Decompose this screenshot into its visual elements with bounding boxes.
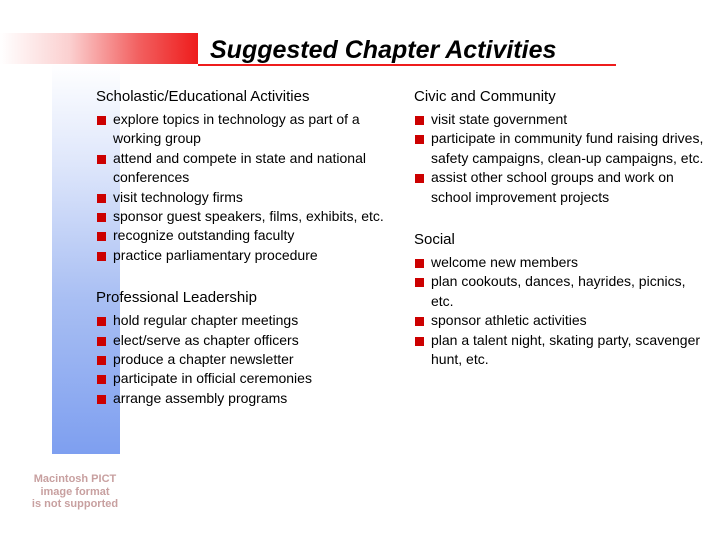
list-item: hold regular chapter meetings — [96, 311, 386, 330]
social-list — [414, 253, 704, 369]
square-bullet-icon — [415, 135, 424, 144]
title-accent-bar — [0, 33, 198, 64]
right-column — [414, 88, 704, 369]
square-bullet-icon — [97, 337, 106, 346]
pict-placeholder: Macintosh PICT image format is not supported — [31, 473, 119, 510]
scholastic-list — [96, 110, 386, 265]
list-item: produce a chapter newsletter — [96, 350, 386, 369]
slide-title: Suggested Chapter Activities — [210, 36, 557, 64]
left-column — [96, 88, 386, 408]
square-bullet-icon — [97, 375, 106, 384]
list-item: sponsor athletic activities — [414, 311, 704, 330]
list-item: recognize outstanding faculty — [96, 226, 386, 245]
civic-list — [414, 110, 704, 207]
list-item: assist other school groups and work on school improvement projects — [414, 168, 704, 207]
list-item: elect/serve as chapter officers — [96, 331, 386, 350]
list-item: plan a talent night, skating party, scavenger hunt, etc. — [414, 331, 704, 370]
list-item: welcome new members — [414, 253, 704, 272]
list-item: sponsor guest speakers, films, exhibits, etc. — [96, 207, 386, 226]
list-item: arrange assembly programs — [96, 389, 386, 408]
square-bullet-icon — [97, 194, 106, 203]
list-item: plan cookouts, dances, hayrides, picnics, etc. — [414, 272, 704, 311]
square-bullet-icon — [97, 356, 106, 365]
section-title-leadership: Professional Leadership — [96, 289, 257, 307]
square-bullet-icon — [97, 317, 106, 326]
list-item: attend and compete in state and national conferences — [96, 149, 386, 188]
square-bullet-icon — [415, 259, 424, 268]
square-bullet-icon — [97, 213, 106, 222]
list-item: explore topics in technology as part of a working group — [96, 110, 386, 149]
square-bullet-icon — [415, 278, 424, 287]
list-item: practice parliamentary procedure — [96, 246, 386, 265]
list-item: visit technology firms — [96, 188, 386, 207]
list-item: participate in community fund raising drives, safety campaigns, clean-up campaigns, etc. — [414, 129, 704, 168]
leadership-list — [96, 311, 386, 408]
list-item: participate in official ceremonies — [96, 369, 386, 388]
list-item: visit state government — [414, 110, 704, 129]
square-bullet-icon — [97, 252, 106, 261]
square-bullet-icon — [415, 116, 424, 125]
section-title-civic: Civic and Community — [414, 88, 556, 105]
square-bullet-icon — [415, 174, 424, 183]
square-bullet-icon — [97, 155, 106, 164]
square-bullet-icon — [97, 232, 106, 241]
square-bullet-icon — [97, 116, 106, 125]
square-bullet-icon — [415, 337, 424, 346]
square-bullet-icon — [97, 395, 106, 404]
section-title-social: Social — [414, 231, 455, 249]
square-bullet-icon — [415, 317, 424, 326]
section-title-scholastic: Scholastic/Educational Activities — [96, 88, 310, 105]
